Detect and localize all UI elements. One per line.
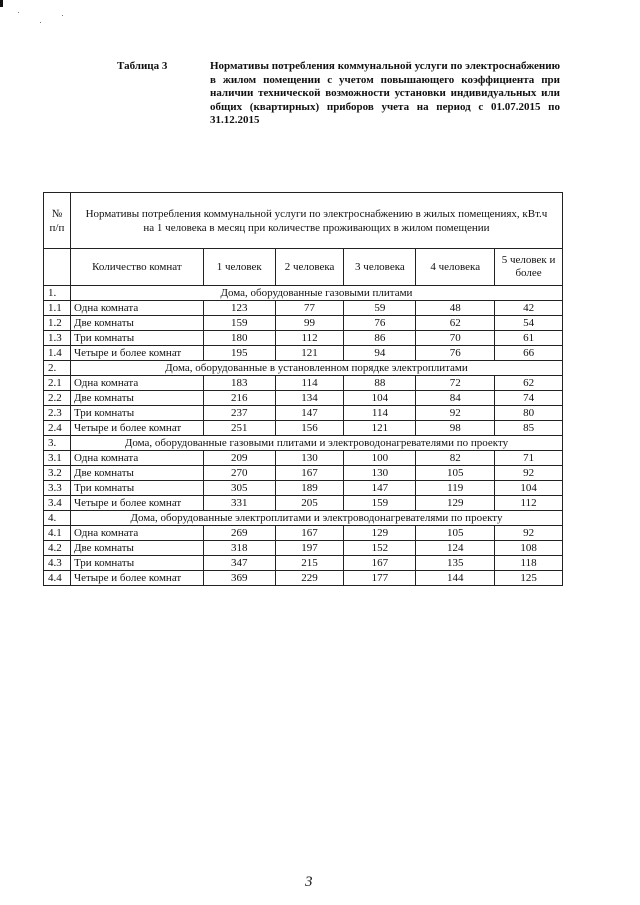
- header-persons-3: 3 человека: [344, 249, 416, 286]
- value-cell: 61: [495, 331, 563, 346]
- value-cell: 147: [275, 406, 344, 421]
- value-cell: 104: [495, 481, 563, 496]
- value-cell: 84: [416, 391, 495, 406]
- value-cell: 62: [495, 376, 563, 391]
- value-cell: 195: [203, 346, 275, 361]
- table-row: [44, 391, 563, 406]
- header-number: № п/п: [44, 193, 71, 249]
- value-cell: 119: [416, 481, 495, 496]
- value-cell: 305: [203, 481, 275, 496]
- table-row: [44, 466, 563, 481]
- value-cell: 76: [344, 316, 416, 331]
- row-number: 4.4: [44, 571, 71, 586]
- value-cell: 100: [344, 451, 416, 466]
- value-cell: 76: [416, 346, 495, 361]
- row-number: 2.1: [44, 376, 71, 391]
- value-cell: 94: [344, 346, 416, 361]
- section-title: Дома, оборудованные электроплитами и электроводонагревателями по проекту: [70, 511, 562, 526]
- value-cell: 152: [344, 541, 416, 556]
- table-row: [44, 331, 563, 346]
- value-cell: 197: [275, 541, 344, 556]
- header-persons-4: 4 человека: [416, 249, 495, 286]
- value-cell: 108: [495, 541, 563, 556]
- norms-table: [43, 192, 563, 586]
- value-cell: 134: [275, 391, 344, 406]
- row-label: Четыре и более комнат: [70, 421, 203, 436]
- value-cell: 237: [203, 406, 275, 421]
- row-number: 3.3: [44, 481, 71, 496]
- table-row: [44, 556, 563, 571]
- section-title: Дома, оборудованные газовыми плитами: [70, 286, 562, 301]
- row-number: 2.3: [44, 406, 71, 421]
- value-cell: 92: [495, 526, 563, 541]
- value-cell: 180: [203, 331, 275, 346]
- value-cell: 129: [344, 526, 416, 541]
- value-cell: 167: [275, 526, 344, 541]
- row-label: Две комнаты: [70, 316, 203, 331]
- value-cell: 167: [275, 466, 344, 481]
- value-cell: 159: [344, 496, 416, 511]
- value-cell: 88: [344, 376, 416, 391]
- value-cell: 147: [344, 481, 416, 496]
- row-label: Одна комната: [70, 526, 203, 541]
- header-persons-1: 1 человек: [203, 249, 275, 286]
- value-cell: 105: [416, 526, 495, 541]
- header-persons-5: 5 человек и более: [495, 249, 563, 286]
- table-row: [44, 301, 563, 316]
- table-row: [44, 541, 563, 556]
- section-number: 2.: [44, 361, 71, 376]
- value-cell: 42: [495, 301, 563, 316]
- row-number: 1.2: [44, 316, 71, 331]
- value-cell: 369: [203, 571, 275, 586]
- value-cell: 74: [495, 391, 563, 406]
- table-label: Таблица 3: [117, 60, 168, 72]
- table-header-row: [44, 193, 563, 249]
- value-cell: 189: [275, 481, 344, 496]
- row-number: 3.2: [44, 466, 71, 481]
- value-cell: 71: [495, 451, 563, 466]
- value-cell: 77: [275, 301, 344, 316]
- value-cell: 167: [344, 556, 416, 571]
- value-cell: 112: [495, 496, 563, 511]
- section-row: [44, 286, 563, 301]
- section-number: 3.: [44, 436, 71, 451]
- row-label: Четыре и более комнат: [70, 571, 203, 586]
- table-row: [44, 406, 563, 421]
- table-row: [44, 451, 563, 466]
- value-cell: 112: [275, 331, 344, 346]
- scan-speck: [18, 12, 19, 13]
- value-cell: 54: [495, 316, 563, 331]
- table-row: [44, 526, 563, 541]
- value-cell: 92: [495, 466, 563, 481]
- value-cell: 205: [275, 496, 344, 511]
- page-number: 3: [305, 874, 313, 890]
- value-cell: 347: [203, 556, 275, 571]
- row-label: Четыре и более комнат: [70, 346, 203, 361]
- value-cell: 270: [203, 466, 275, 481]
- header-main: Нормативы потребления коммунальной услуги по электроснабжению в жилых помещениях, кВт.ч на 1 человека в месяц при количестве проживающих в жилом помещении: [70, 193, 562, 249]
- document-title: Нормативы потребления коммунальной услуги по электроснабжению в жилом помещении с учетом повышающего коэффициента при наличии технической возможности установки индивидуальных или общих (квартирных) приборов учета на период с 01.07.2015 по 31.12.2015: [210, 60, 560, 126]
- row-label: Одна комната: [70, 451, 203, 466]
- row-number: 1.3: [44, 331, 71, 346]
- value-cell: 216: [203, 391, 275, 406]
- value-cell: 99: [275, 316, 344, 331]
- section-row: [44, 436, 563, 451]
- table-row: [44, 496, 563, 511]
- value-cell: 92: [416, 406, 495, 421]
- scan-speck: [40, 22, 41, 23]
- value-cell: 121: [344, 421, 416, 436]
- row-number: 4.2: [44, 541, 71, 556]
- row-number: 3.1: [44, 451, 71, 466]
- value-cell: 62: [416, 316, 495, 331]
- value-cell: 251: [203, 421, 275, 436]
- value-cell: 124: [416, 541, 495, 556]
- value-cell: 130: [344, 466, 416, 481]
- value-cell: 72: [416, 376, 495, 391]
- value-cell: 144: [416, 571, 495, 586]
- table-row: [44, 571, 563, 586]
- scan-speck: [62, 15, 63, 16]
- row-number: 2.4: [44, 421, 71, 436]
- table-row: [44, 376, 563, 391]
- value-cell: 86: [344, 331, 416, 346]
- value-cell: 125: [495, 571, 563, 586]
- header-empty: [44, 249, 71, 286]
- value-cell: 123: [203, 301, 275, 316]
- value-cell: 114: [275, 376, 344, 391]
- row-label: Три комнаты: [70, 481, 203, 496]
- value-cell: 209: [203, 451, 275, 466]
- value-cell: 70: [416, 331, 495, 346]
- row-label: Три комнаты: [70, 331, 203, 346]
- table-subheader-row: [44, 249, 563, 286]
- row-number: 3.4: [44, 496, 71, 511]
- row-number: 4.3: [44, 556, 71, 571]
- value-cell: 135: [416, 556, 495, 571]
- value-cell: 229: [275, 571, 344, 586]
- value-cell: 98: [416, 421, 495, 436]
- section-title: Дома, оборудованные газовыми плитами и электроводонагревателями по проекту: [70, 436, 562, 451]
- section-row: [44, 361, 563, 376]
- table-row: [44, 481, 563, 496]
- value-cell: 318: [203, 541, 275, 556]
- row-label: Четыре и более комнат: [70, 496, 203, 511]
- row-number: 1.1: [44, 301, 71, 316]
- header-persons-2: 2 человека: [275, 249, 344, 286]
- value-cell: 129: [416, 496, 495, 511]
- value-cell: 269: [203, 526, 275, 541]
- scan-mark: [0, 0, 3, 7]
- row-label: Две комнаты: [70, 541, 203, 556]
- row-number: 4.1: [44, 526, 71, 541]
- section-number: 1.: [44, 286, 71, 301]
- row-number: 2.2: [44, 391, 71, 406]
- value-cell: 118: [495, 556, 563, 571]
- value-cell: 156: [275, 421, 344, 436]
- table-row: [44, 346, 563, 361]
- value-cell: 159: [203, 316, 275, 331]
- table-row: [44, 421, 563, 436]
- value-cell: 215: [275, 556, 344, 571]
- value-cell: 80: [495, 406, 563, 421]
- section-title: Дома, оборудованные в установленном порядке электроплитами: [70, 361, 562, 376]
- row-label: Три комнаты: [70, 406, 203, 421]
- row-label: Две комнаты: [70, 466, 203, 481]
- value-cell: 183: [203, 376, 275, 391]
- section-number: 4.: [44, 511, 71, 526]
- value-cell: 85: [495, 421, 563, 436]
- row-label: Две комнаты: [70, 391, 203, 406]
- row-label: Три комнаты: [70, 556, 203, 571]
- row-label: Одна комната: [70, 301, 203, 316]
- value-cell: 82: [416, 451, 495, 466]
- table-row: [44, 316, 563, 331]
- value-cell: 104: [344, 391, 416, 406]
- value-cell: 105: [416, 466, 495, 481]
- value-cell: 48: [416, 301, 495, 316]
- row-number: 1.4: [44, 346, 71, 361]
- section-row: [44, 511, 563, 526]
- row-label: Одна комната: [70, 376, 203, 391]
- header-rooms: Количество комнат: [70, 249, 203, 286]
- value-cell: 130: [275, 451, 344, 466]
- value-cell: 59: [344, 301, 416, 316]
- value-cell: 114: [344, 406, 416, 421]
- value-cell: 331: [203, 496, 275, 511]
- value-cell: 66: [495, 346, 563, 361]
- value-cell: 177: [344, 571, 416, 586]
- value-cell: 121: [275, 346, 344, 361]
